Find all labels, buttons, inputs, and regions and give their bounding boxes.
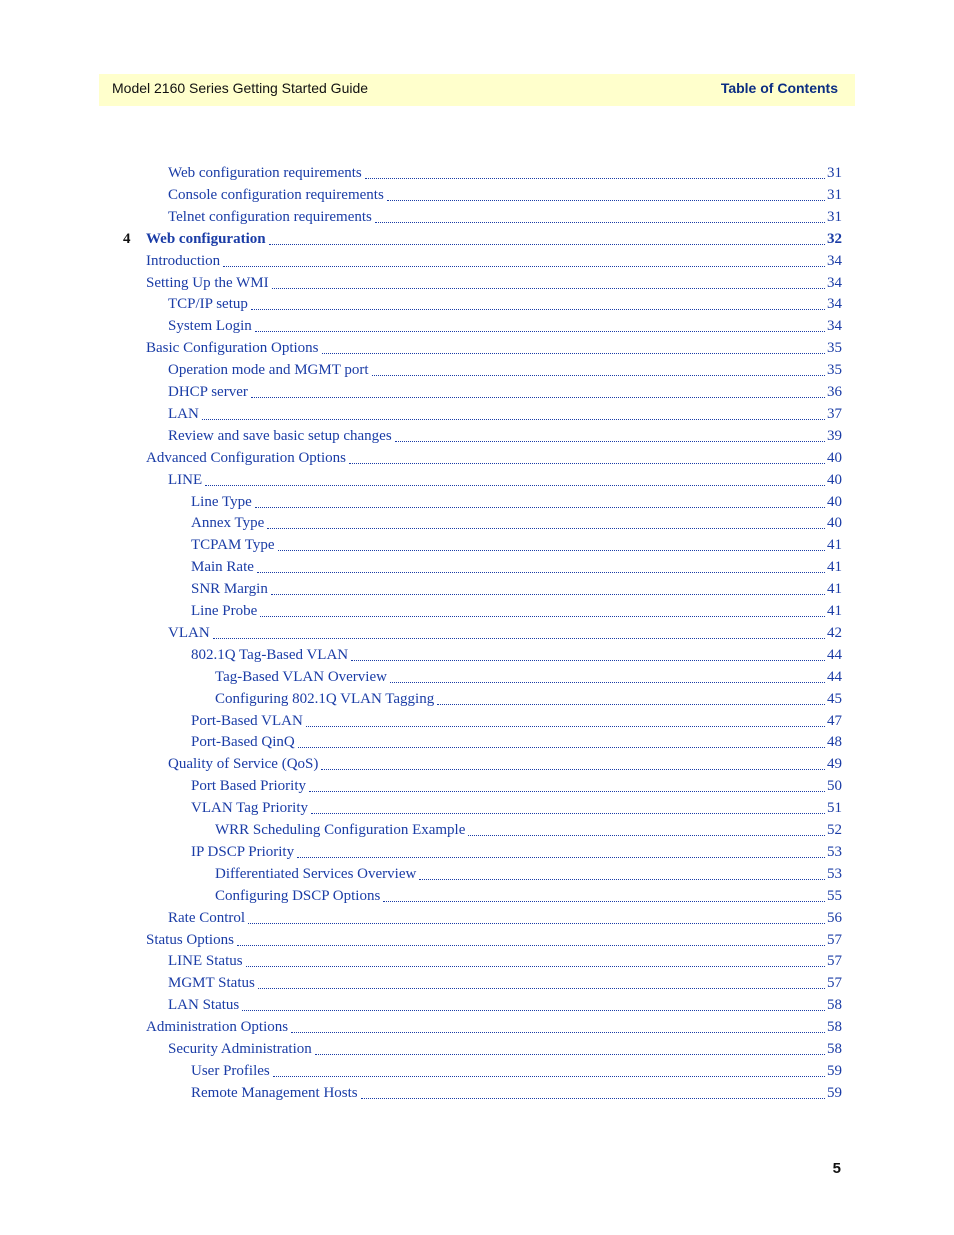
toc-entry-page: 58 xyxy=(827,1041,842,1057)
toc-entry-title[interactable]: VLAN xyxy=(168,624,210,641)
toc-entry-page: 37 xyxy=(827,405,842,422)
toc-entry-page: 52 xyxy=(827,822,842,838)
toc-entry-title[interactable]: Telnet configuration requirements xyxy=(168,208,372,225)
toc-entry-title[interactable]: Port Based Priority xyxy=(191,778,306,795)
toc-chapter-number: 4 xyxy=(123,230,131,247)
toc-entry-title[interactable]: Main Rate xyxy=(191,559,254,576)
toc-entry[interactable] xyxy=(191,491,842,511)
toc-entry[interactable] xyxy=(168,622,842,642)
toc-entry[interactable] xyxy=(191,841,842,861)
toc-dot-leader xyxy=(315,1040,825,1055)
toc-entry[interactable] xyxy=(215,819,842,839)
toc-entry-page: 57 xyxy=(827,931,842,948)
toc-dot-leader xyxy=(291,1018,825,1033)
toc-entry[interactable] xyxy=(191,1082,842,1102)
toc-entry[interactable] xyxy=(191,534,842,554)
toc-entry[interactable] xyxy=(146,447,842,467)
toc-dot-leader xyxy=(297,843,825,858)
toc-entry-page: 44 xyxy=(827,646,842,663)
toc-entry-page: 58 xyxy=(827,1019,842,1036)
toc-entry[interactable] xyxy=(191,731,842,751)
toc-dot-leader xyxy=(298,733,825,748)
toc-entry-title[interactable]: Security Administration xyxy=(168,1041,312,1057)
toc-entry[interactable] xyxy=(191,644,842,664)
toc-dot-leader xyxy=(255,493,825,508)
toc-entry-title[interactable]: LINE xyxy=(168,471,203,488)
toc-entry[interactable] xyxy=(168,753,842,773)
toc-entry-page: 34 xyxy=(827,274,842,291)
toc-entry-title[interactable]: LAN xyxy=(168,405,199,422)
toc-entry[interactable] xyxy=(215,688,842,708)
toc-dot-leader xyxy=(246,952,825,967)
toc-entry[interactable] xyxy=(191,600,842,620)
toc-dot-leader xyxy=(278,536,825,551)
toc-entry-title[interactable]: Annex Type xyxy=(191,515,265,532)
toc-entry-title[interactable]: Port-Based VLAN xyxy=(191,712,303,729)
toc-dot-leader xyxy=(372,361,825,376)
toc-entry[interactable] xyxy=(215,666,842,686)
toc-entry-page: 59 xyxy=(827,1084,842,1101)
toc-entry-title[interactable]: Quality of Service (QoS) xyxy=(168,756,319,773)
toc-entry[interactable] xyxy=(168,206,842,226)
document-title: Model 2160 Series Getting Started Guide xyxy=(112,80,369,96)
toc-entry-page: 40 xyxy=(827,449,842,466)
toc-entry-page: 49 xyxy=(827,756,842,773)
toc-entry-page: 57 xyxy=(827,953,842,970)
page-number: 5 xyxy=(832,1160,841,1177)
toc-entry-page: 40 xyxy=(827,493,842,510)
running-header xyxy=(99,74,855,106)
toc-entry-title[interactable]: Port-Based QinQ xyxy=(191,734,295,751)
toc-dot-leader xyxy=(223,252,825,267)
toc-entry[interactable] xyxy=(191,797,842,817)
toc-entry[interactable] xyxy=(168,359,842,379)
toc-entry-page: 45 xyxy=(827,690,842,707)
toc-entry[interactable] xyxy=(168,315,842,335)
toc-entry[interactable] xyxy=(215,885,842,905)
toc-entry[interactable] xyxy=(146,337,842,357)
toc-entry[interactable] xyxy=(191,775,842,795)
toc-entry[interactable] xyxy=(168,162,842,182)
toc-entry-title[interactable]: TCPAM Type xyxy=(191,537,275,554)
toc-entry[interactable] xyxy=(168,994,842,1014)
toc-entry[interactable] xyxy=(146,1016,842,1036)
toc-entry-title[interactable]: User Profiles xyxy=(191,1062,270,1079)
toc-dot-leader xyxy=(251,295,825,310)
toc-dot-leader xyxy=(322,339,826,354)
toc-entry-title[interactable]: Differentiated Services Overview xyxy=(215,865,417,882)
toc-dot-leader xyxy=(365,164,825,179)
toc-entry[interactable] xyxy=(146,929,842,949)
toc-dot-leader xyxy=(271,580,825,595)
toc-entry[interactable] xyxy=(215,863,842,883)
toc-entry-title[interactable]: Rate Control xyxy=(168,909,246,926)
toc-entry-title[interactable]: Line Probe xyxy=(191,603,258,619)
toc-entry-title[interactable]: Operation mode and MGMT port xyxy=(168,362,369,379)
toc-entry[interactable] xyxy=(191,578,842,598)
toc-dot-leader xyxy=(255,317,825,332)
toc-entry-page: 41 xyxy=(827,603,842,619)
toc-entry[interactable] xyxy=(168,1038,842,1058)
toc-entry[interactable] xyxy=(168,950,842,970)
toc-entry-title[interactable]: Configuring 802.1Q VLAN Tagging xyxy=(215,690,435,707)
toc-entry-title[interactable]: 802.1Q Tag-Based VLAN xyxy=(191,646,349,663)
toc-dot-leader xyxy=(351,646,825,661)
toc-entry[interactable] xyxy=(191,1060,842,1080)
toc-entry-title[interactable]: Console configuration requirements xyxy=(168,186,384,203)
toc-entry-page: 34 xyxy=(827,318,842,335)
toc-entry-page: 42 xyxy=(827,624,842,641)
toc-entry-page: 35 xyxy=(827,362,842,379)
toc-dot-leader xyxy=(213,624,825,639)
toc-entry[interactable] xyxy=(146,272,842,292)
toc-dot-leader xyxy=(311,799,825,814)
toc-entry[interactable] xyxy=(168,469,842,489)
toc-dot-leader xyxy=(349,449,825,464)
toc-entry-page: 41 xyxy=(827,537,842,554)
toc-dot-leader xyxy=(269,230,825,245)
section-title: Table of Contents xyxy=(720,80,838,96)
toc-entry-title[interactable]: System Login xyxy=(168,318,252,335)
toc-dot-leader xyxy=(306,712,825,727)
toc-entry[interactable] xyxy=(191,512,842,532)
toc-dot-leader xyxy=(375,208,825,223)
toc-entry[interactable] xyxy=(168,381,842,401)
toc-entry-page: 40 xyxy=(827,471,842,488)
toc-entry-page: 31 xyxy=(827,186,842,203)
toc-entry-page: 31 xyxy=(827,208,842,225)
toc-dot-leader xyxy=(257,558,825,573)
toc-entry-title[interactable]: TCP/IP setup xyxy=(168,296,248,313)
toc-dot-leader xyxy=(260,602,825,617)
toc-entry-page: 40 xyxy=(827,515,842,532)
toc-entry-page: 44 xyxy=(827,668,842,685)
toc-dot-leader xyxy=(242,996,825,1011)
toc-entry-page: 51 xyxy=(827,800,842,817)
toc-entry-title[interactable]: Status Options xyxy=(146,931,234,948)
toc-entry[interactable] xyxy=(168,403,842,423)
toc-entry[interactable] xyxy=(168,907,842,927)
toc-dot-leader xyxy=(205,471,825,486)
toc-entry[interactable] xyxy=(168,972,842,992)
toc-entry-title[interactable]: Introduction xyxy=(146,252,221,269)
toc-entry-page: 36 xyxy=(827,384,842,400)
toc-entry-title[interactable]: LINE Status xyxy=(168,953,243,970)
toc-entry-title[interactable]: Administration Options xyxy=(146,1019,289,1036)
toc-entry-page: 32 xyxy=(827,230,842,247)
toc-entry-title[interactable]: Web configuration requirements xyxy=(168,165,362,181)
toc-dot-leader xyxy=(273,1062,825,1077)
toc-dot-leader xyxy=(237,931,825,946)
toc-chapter-entry[interactable] xyxy=(123,228,842,248)
toc-entry-page: 31 xyxy=(827,165,842,181)
toc-dot-leader xyxy=(395,427,825,442)
toc-entry-title[interactable]: Web configuration xyxy=(146,230,266,247)
toc-dot-leader xyxy=(251,383,825,398)
toc-dot-leader xyxy=(361,1084,825,1099)
toc-entry-page: 34 xyxy=(827,252,842,269)
toc-dot-leader xyxy=(258,974,825,989)
toc-dot-leader xyxy=(267,514,825,529)
toc-entry-title[interactable]: DHCP server xyxy=(168,384,248,400)
toc-entry-title[interactable]: Review and save basic setup changes xyxy=(168,427,392,444)
toc-entry-page: 56 xyxy=(827,909,842,926)
toc-dot-leader xyxy=(202,405,825,420)
toc-entry-title[interactable]: Line Type xyxy=(191,493,252,510)
toc-entry-page: 48 xyxy=(827,734,842,751)
toc-entry-title[interactable]: Setting Up the WMI xyxy=(146,274,269,291)
toc-entry-page: 41 xyxy=(827,559,842,576)
toc-dot-leader xyxy=(321,755,825,770)
toc-entry-page: 50 xyxy=(827,778,842,795)
toc-entry-page: 53 xyxy=(827,843,842,860)
toc-dot-leader xyxy=(272,274,825,289)
toc-entry-page: 53 xyxy=(827,865,842,882)
toc-entry-title[interactable]: VLAN Tag Priority xyxy=(191,800,308,817)
toc-entry-page: 39 xyxy=(827,427,842,444)
toc-dot-leader xyxy=(468,821,825,836)
toc-entry-page: 41 xyxy=(827,581,842,598)
toc-entry-title[interactable]: WRR Scheduling Configuration Example xyxy=(215,822,466,838)
toc-dot-leader xyxy=(419,865,825,880)
toc-entry-title[interactable]: Basic Configuration Options xyxy=(146,340,319,357)
toc-entry[interactable] xyxy=(168,293,842,313)
toc-entry-title[interactable]: SNR Margin xyxy=(191,581,268,598)
toc-dot-leader xyxy=(309,777,825,792)
toc-entry-page: 35 xyxy=(827,340,842,357)
toc-entry[interactable] xyxy=(146,250,842,270)
toc-entry[interactable] xyxy=(168,425,842,445)
toc-dot-leader xyxy=(437,690,825,705)
toc-entry-page: 34 xyxy=(827,296,842,313)
toc-entry-page: 57 xyxy=(827,975,842,992)
toc-entry-title[interactable]: LAN Status xyxy=(168,997,240,1014)
toc-entry-title[interactable]: IP DSCP Priority xyxy=(191,843,295,860)
toc-entry-page: 58 xyxy=(827,997,842,1014)
toc-entry[interactable] xyxy=(168,184,842,204)
toc-dot-leader xyxy=(387,186,825,201)
toc-entry[interactable] xyxy=(191,710,842,730)
toc-dot-leader xyxy=(248,909,825,924)
toc-dot-leader xyxy=(383,887,825,902)
toc-entry-page: 47 xyxy=(827,712,842,729)
toc-entry-page: 55 xyxy=(827,887,842,904)
toc-entry-title[interactable]: MGMT Status xyxy=(168,975,255,992)
toc-entry-title[interactable]: Remote Management Hosts xyxy=(191,1084,358,1101)
toc-entry-title[interactable]: Configuring DSCP Options xyxy=(215,887,381,904)
toc-dot-leader xyxy=(390,668,825,683)
toc-entry-title[interactable]: Tag-Based VLAN Overview xyxy=(215,668,387,685)
toc-entry[interactable] xyxy=(191,556,842,576)
toc-entry-page: 59 xyxy=(827,1062,842,1079)
toc-entry-title[interactable]: Advanced Configuration Options xyxy=(146,449,346,466)
